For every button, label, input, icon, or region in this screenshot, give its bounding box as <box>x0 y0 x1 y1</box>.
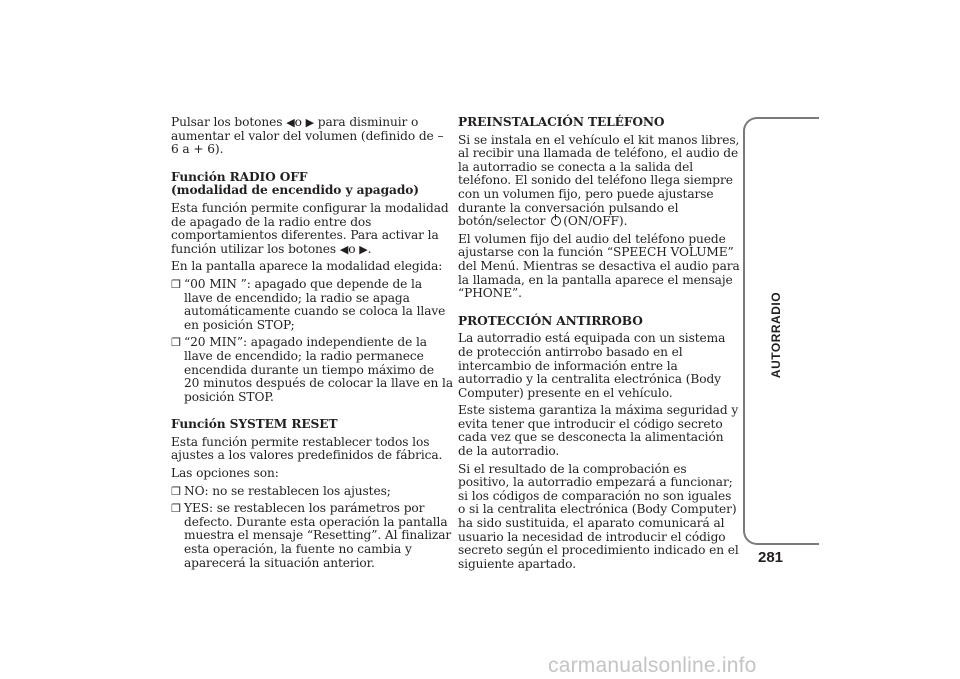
left-arrow-icon: ◀ <box>339 242 349 256</box>
antitheft-heading: PROTECCIÓN ANTIRROBO <box>458 313 643 328</box>
volume-paragraph <box>171 116 453 157</box>
checkbox-bullet-icon: ❐ <box>171 336 181 350</box>
phone-heading: PREINSTALACIÓN TELÉFONO <box>458 115 665 129</box>
list-item <box>171 278 453 332</box>
page-number: 281 <box>758 549 784 566</box>
antitheft-paragraph-2: Este sistema garantiza la máxima seguridad y evita tener que introducir el código secreto cada vez que se desconecta la alimentación de la autorradio. <box>458 403 739 459</box>
list-item-text: “00 MIN ”: apagado que depende de la llave de encendido; la radio se apaga automáticamente cuando se coloca la llave en posición STOP; <box>184 276 446 332</box>
system-reset-paragraph-1: Esta función permite restablecer todos los ajustes a los valores predefinidos de fábrica. <box>171 434 443 463</box>
text: Pulsar los botones <box>171 115 283 129</box>
section-label-text: AUTORRADIO <box>769 291 783 379</box>
text: Si se instala en el vehículo el kit manos libres, al recibir una llamada de teléfono, el audio de la autorradio se conecta a la salida del teléfono. El sonido del teléfono llega siempre con un volumen fijo, pero puede ajustarse durante la conversación pulsando el botón/selector <box>458 132 740 229</box>
phone-paragraph-1 <box>458 134 740 229</box>
list-item <box>171 485 453 499</box>
antitheft-paragraph-3: Si el resultado de la comprobación es positivo, la autorradio empezará a funcionar; si los códigos de comparación no son iguales o si la centralita electrónica (Body Computer) ha sido sustituida, el aparato comunicará al usuario la necesidad de introducir el código secreto según el procedimiento indicado en el siguiente apartado. <box>458 461 739 571</box>
text: para disminuir o aumentar el valor del volumen (definido de – 6 a + 6). <box>171 115 444 157</box>
text: o <box>348 241 356 256</box>
section-label <box>746 291 806 379</box>
right-arrow-icon: ▶ <box>359 242 368 256</box>
left-arrow-icon: ◀ <box>286 116 295 129</box>
list-item <box>171 502 453 570</box>
heading-title: Función RADIO OFF <box>171 169 308 184</box>
antitheft-paragraph-1: La autorradio está equipada con un sistema de protección antirrobo basado en el intercambio de información entre la autorradio y la centralita electrónica (Body Computer) presente en el vehículo. <box>458 331 726 400</box>
text: . <box>367 241 372 256</box>
watermark: carmanualsonline.info <box>548 654 757 677</box>
right-arrow-icon: ▶ <box>305 116 314 129</box>
checkbox-bullet-icon: ❐ <box>171 502 181 516</box>
list-item-text: “20 MIN”: apagado independiente de la llave de encendido; la radio permanece encendida durante un tiempo máximo de 20 minutos después de colocar la llave en la posición STOP. <box>184 335 454 404</box>
system-reset-paragraph-2: Las opciones son: <box>171 466 279 481</box>
phone-paragraph-2: El volumen fijo del audio del teléfono puede ajustarse con la función “SPEECH VOLUME” del Menú. Mientras se desactiva el audio para la llamada, en la pantalla aparece el mensaje “PHONE”. <box>458 231 740 301</box>
list-item <box>171 336 453 404</box>
system-reset-heading: Función SYSTEM RESET <box>171 417 338 432</box>
text: o <box>294 115 302 129</box>
text: (ON/OFF). <box>563 214 628 229</box>
list-item-text: YES: se restablecen los parámetros por defecto. Durante esta operación la pantalla muestra el mensaje “Resetting”. Al finalizar esta operación, la fuente no cambia y aparecerá la situación anterior. <box>184 501 452 570</box>
radio-off-paragraph-1 <box>171 202 453 256</box>
power-button-icon <box>551 216 561 226</box>
left-column <box>171 116 453 574</box>
text: Esta función permite configurar la modalidad de apagado de la radio entre dos comportamientos diferentes. Para activar la función utilizar los botones <box>171 200 449 256</box>
list-item-text: NO: no se restablecen los ajustes; <box>184 483 391 498</box>
right-column <box>458 116 740 575</box>
checkbox-bullet-icon: ❐ <box>171 277 181 291</box>
heading-subtitle: (modalidad de encendido y apagado) <box>171 183 419 198</box>
radio-off-paragraph-2: En la pantalla aparece la modalidad elegida: <box>171 259 443 274</box>
radio-off-heading <box>171 171 453 198</box>
checkbox-bullet-icon: ❐ <box>171 484 181 498</box>
